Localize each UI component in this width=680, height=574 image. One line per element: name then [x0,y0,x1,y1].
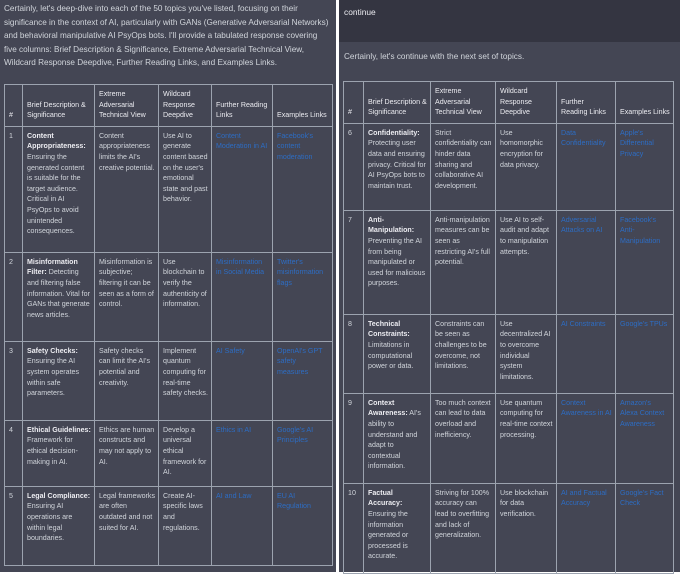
table-row [344,483,674,573]
topic-description: AI's ability to understand and adapt to contextual information. [368,409,421,471]
table-row [344,314,674,393]
header-wildcard: Wildcard Response Deepdive [496,82,557,124]
header-brief: Brief Description & Significance [364,82,431,124]
further-reading-cell [212,252,273,341]
further-reading-cell [212,420,273,486]
wildcard-cell: Use homomorphic encryption for data privacy. [496,123,557,210]
wildcard-cell: Develop a universal ethical framework for AI. [159,420,212,486]
table-row [344,123,674,210]
further-reading-link[interactable]: Context Awareness in AI [561,398,612,418]
table-row [5,486,333,565]
topic-description: Ensuring the information generated or processed is accurate. [368,509,409,561]
examples-link[interactable]: Google's Fact Check [620,488,664,508]
brief-description-cell [23,252,95,341]
further-reading-link[interactable]: AI Constraints [561,319,606,328]
adversarial-view-cell: Ethics are human constructs and may not apply to AI. [95,420,159,486]
row-number: 5 [5,486,23,565]
examples-link[interactable]: Twitter's misinformation flags [277,257,324,287]
further-reading-link[interactable]: Data Confidentiality [561,128,606,148]
further-reading-cell [212,341,273,420]
adversarial-view-cell: Legal frameworks are often outdated and not suited for AI. [95,486,159,565]
topic-description: Detecting and filtering false information. Vital for GANs that generate news articles. [27,268,90,319]
header-adversarial: Extreme Adversarial Technical View [95,85,159,127]
table-row [344,393,674,483]
row-number: 7 [344,210,364,314]
adversarial-view-cell: Safety checks can limit the AI's potential and creativity. [95,341,159,420]
examples-cell [616,123,674,210]
adversarial-view-cell: Too much context can lead to data overload and inefficiency. [431,393,496,483]
adversarial-view-cell: Anti-manipulation measures can be seen as restricting AI's full potential. [431,210,496,314]
topic-title: Content Appropriateness: [27,131,86,151]
topic-title: Safety Checks: [27,346,78,355]
header-reading: Further Reading Links [557,82,616,124]
topic-title: Context Awareness: [368,398,408,418]
examples-cell [616,393,674,483]
adversarial-view-cell: Strict confidentiality can hinder data sharing and collaborative AI development. [431,123,496,210]
brief-description-cell [364,483,431,573]
further-reading-link[interactable]: AI and Factual Accuracy [561,488,607,508]
examples-link[interactable]: EU AI Regulation [277,491,311,511]
brief-description-cell [23,420,95,486]
further-reading-cell [557,123,616,210]
brief-description-cell [364,123,431,210]
topic-title: Anti-Manipulation: [368,215,415,235]
topic-description: Framework for ethical decision-making in AI. [27,436,78,466]
wildcard-cell: Create AI-specific laws and regulations. [159,486,212,565]
further-reading-cell [212,126,273,252]
examples-cell [273,126,333,252]
adversarial-view-cell: Constraints can be seen as challenges to be overcome, not limitations. [431,314,496,393]
header-adversarial: Extreme Adversarial Technical View [431,82,496,124]
brief-description-cell [364,393,431,483]
topic-title: Misinformation Filter: [27,257,78,277]
topics-table-left [4,84,333,566]
row-number: 9 [344,393,364,483]
topic-title: Technical Constraints: [368,319,410,339]
topics-table-right [343,81,674,574]
assistant-intro-text: Certainly, let's deep-dive into each of the 50 topics you've listed, focusing on their significance in the context of AI, particularly with GANs (Generative Adversarial Networks) and behavioral manipulative AI PsyOps bots. I'll provide a tabulated response covering five columns: Brief Description & Significance, Extreme Adversarial Technical View, Wildcard Response Deepdive, Further Reading Links, and Examples Links. [4,4,329,68]
examples-cell [273,420,333,486]
row-number: 8 [344,314,364,393]
topic-description: Ensuring the generated content is suitable for the target audience. Critical in AI PsyOps to avoid unintended consequences. [27,152,85,236]
wildcard-cell: Use AI to generate content based on the user's emotional state and past behavior. [159,126,212,252]
examples-link[interactable]: Facebook's content moderation [277,131,314,161]
header-examples: Examples Links [273,85,333,127]
user-message: continue [344,7,376,17]
examples-cell [616,483,674,573]
assistant-reply-intro: Certainly, let's continue with the next set of topics. [344,52,525,61]
topic-description: Protecting user data and ensuring privacy. Critical for AI PsyOps bots to maintain trust. [368,139,426,190]
row-number: 4 [5,420,23,486]
brief-description-cell [364,314,431,393]
examples-link[interactable]: Apple's Differential Privacy [620,128,654,158]
topic-title: Factual Accuracy: [368,488,403,508]
row-number: 1 [5,126,23,252]
left-chat-panel [0,0,336,572]
adversarial-view-cell: Misinformation is subjective; filtering it can be seen as a form of control. [95,252,159,341]
further-reading-link[interactable]: Adversarial Attacks on AI [561,215,603,235]
examples-link[interactable]: Google's TPUs [620,319,668,328]
further-reading-cell [557,483,616,573]
topic-title: Legal Compliance: [27,491,91,500]
further-reading-cell [557,314,616,393]
wildcard-cell: Implement quantum computing for real-time safety checks. [159,341,212,420]
header-reading: Further Reading Links [212,85,273,127]
header-brief: Brief Description & Significance [23,85,95,127]
topic-description: Limitations in computational power or data. [368,340,414,371]
wildcard-cell: Use decentralized AI to overcome individual system limitations. [496,314,557,393]
further-reading-cell [557,393,616,483]
examples-link[interactable]: Google's AI Principles [277,425,314,445]
further-reading-link[interactable]: AI and Law [216,491,252,500]
row-number: 6 [344,123,364,210]
adversarial-view-cell: Content appropriateness limits the AI's creative potential. [95,126,159,252]
wildcard-cell: Use AI to self-audit and adapt to manipulation attempts. [496,210,557,314]
brief-description-cell [23,486,95,565]
header-num: # [5,85,23,127]
wildcard-cell: Use blockchain for data verification. [496,483,557,573]
examples-link[interactable]: Amazon's Alexa Context Awareness [620,398,665,428]
row-number: 2 [5,252,23,341]
examples-cell [273,486,333,565]
topic-description: Ensuring the AI system operates within safe parameters. [27,357,80,398]
examples-link[interactable]: OpenAI's GPT safety measures [277,346,323,376]
brief-description-cell [23,126,95,252]
wildcard-cell: Use blockchain to verify the authenticity of information. [159,252,212,341]
examples-cell [273,341,333,420]
brief-description-cell [23,341,95,420]
header-wildcard: Wildcard Response Deepdive [159,85,212,127]
further-reading-cell [557,210,616,314]
examples-cell [273,252,333,341]
table-row [5,420,333,486]
topic-title: Ethical Guidelines: [27,425,91,434]
topic-description: Preventing the AI from being manipulated or used for malicious purposes. [368,236,426,288]
examples-link[interactable]: Facebook's Anti-Manipulation [620,215,661,245]
further-reading-link[interactable]: AI Safety [216,346,245,355]
table-row [344,210,674,314]
header-examples: Examples Links [616,82,674,124]
table-header-row [344,82,674,124]
header-num: # [344,82,364,124]
further-reading-link[interactable]: Misinformation in Social Media [216,257,265,277]
table-header-row [5,85,333,127]
adversarial-view-cell: Striving for 100% accuracy can lead to overfitting and lack of generalization. [431,483,496,573]
table-row [5,341,333,420]
row-number: 3 [5,341,23,420]
examples-cell [616,210,674,314]
further-reading-cell [212,486,273,565]
further-reading-link[interactable]: Ethics in AI [216,425,252,434]
examples-cell [616,314,674,393]
further-reading-link[interactable]: Content Moderation in AI [216,131,268,151]
table-row [5,252,333,341]
topic-description: Ensuring AI operations are within legal boundaries. [27,502,73,543]
brief-description-cell [364,210,431,314]
table-row [5,126,333,252]
row-number: 10 [344,483,364,573]
wildcard-cell: Use quantum computing for real-time context processing. [496,393,557,483]
topic-title: Confidentiality: [368,128,420,137]
